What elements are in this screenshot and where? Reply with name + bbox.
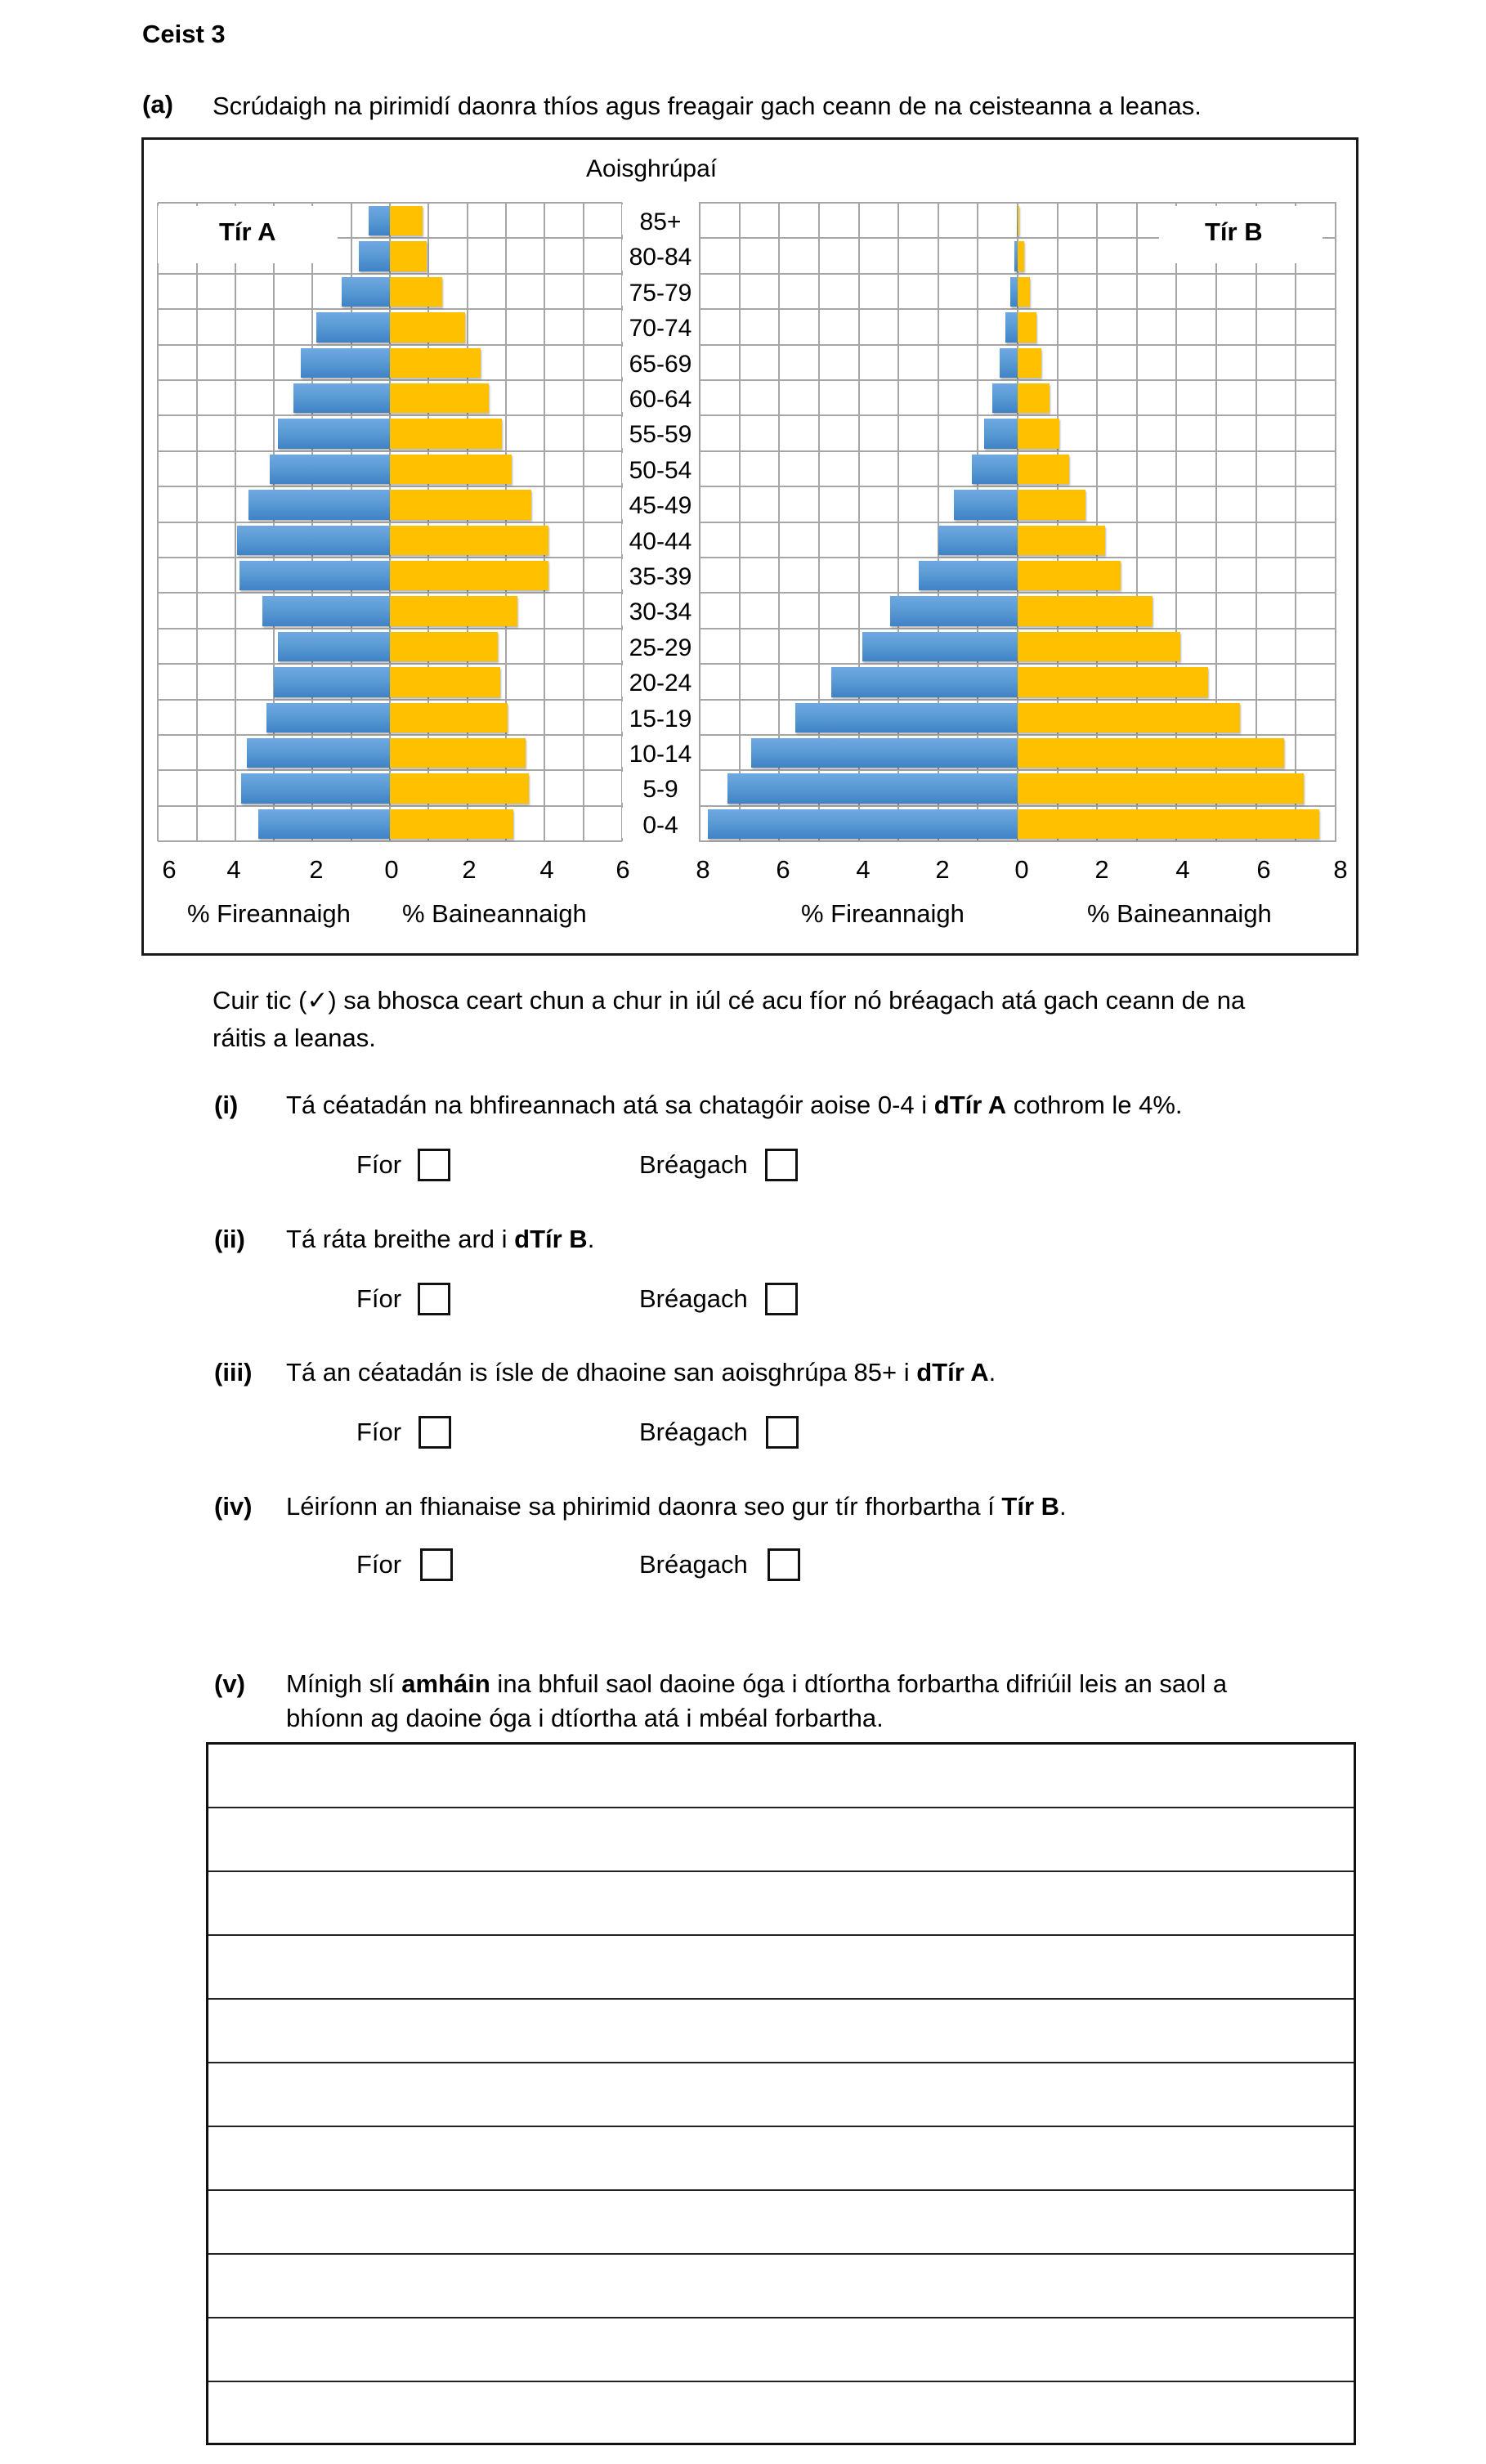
tir-b-x-tick-label: 6 bbox=[776, 855, 790, 884]
tir-a-female-bar-5-9 bbox=[390, 773, 529, 803]
tir-a-gridline-horizontal bbox=[158, 522, 622, 523]
tir-b-female-bar-30-34 bbox=[1018, 596, 1153, 625]
tir-b-gridline-horizontal bbox=[699, 486, 1336, 487]
statement-label: (ii) bbox=[214, 1225, 245, 1253]
false-checkbox[interactable] bbox=[768, 1548, 800, 1581]
true-option-label: Fíor bbox=[356, 1284, 402, 1313]
tir-b-male-bar-75-79 bbox=[1010, 277, 1018, 307]
tir-a-male-bar-40-44 bbox=[237, 526, 390, 555]
tir-b-gridline-horizontal bbox=[699, 805, 1336, 807]
age-group-label: 30-34 bbox=[622, 594, 699, 625]
tir-a-gridline-horizontal bbox=[158, 628, 622, 629]
tir-a-female-bar-50-54 bbox=[390, 455, 512, 484]
tir-a-male-bar-5-9 bbox=[241, 773, 390, 803]
tir-b-gridline-horizontal bbox=[699, 379, 1336, 381]
age-group-label: 60-64 bbox=[622, 382, 699, 412]
answer-line[interactable] bbox=[208, 2255, 1354, 2318]
tir-a-male-bar-0-4 bbox=[258, 809, 390, 839]
tir-b-female-bar-0-4 bbox=[1018, 809, 1319, 839]
tir-a-female-bar-70-74 bbox=[390, 312, 465, 342]
tir-a-male-bar-35-39 bbox=[239, 561, 390, 590]
answer-line[interactable] bbox=[208, 1745, 1354, 1808]
age-group-label: 85+ bbox=[622, 204, 699, 235]
tir-a-male-bar-60-64 bbox=[293, 383, 390, 413]
answer-line[interactable] bbox=[208, 2063, 1354, 2127]
answer-line[interactable] bbox=[208, 2127, 1354, 2191]
tir-b-x-tick-label: 6 bbox=[1256, 855, 1271, 884]
tir-b-gridline-horizontal bbox=[699, 840, 1336, 842]
tir-b-gridline-horizontal bbox=[699, 414, 1336, 416]
tir-b-gridline-horizontal bbox=[699, 592, 1336, 594]
answer-line[interactable] bbox=[208, 2382, 1354, 2446]
tir-a-female-bar-15-19 bbox=[390, 703, 508, 732]
part-a-label: (a) bbox=[142, 90, 173, 119]
tir-b-title: Tír B bbox=[1205, 217, 1263, 246]
tir-b-female-bar-5-9 bbox=[1018, 773, 1304, 803]
tir-b-female-bar-70-74 bbox=[1018, 312, 1036, 342]
age-group-label: 20-24 bbox=[622, 665, 699, 696]
tir-a-female-bar-30-34 bbox=[390, 596, 517, 625]
tir-a-male-bar-30-34 bbox=[262, 596, 390, 625]
tir-b-male-bar-20-24 bbox=[831, 667, 1018, 697]
true-option-label: Fíor bbox=[356, 1418, 402, 1446]
tir-a-male-bar-50-54 bbox=[270, 455, 390, 484]
tir-a-gridline-horizontal bbox=[158, 557, 622, 558]
part-v-label: (v) bbox=[214, 1669, 245, 1698]
tir-b-gridline-horizontal bbox=[699, 344, 1336, 346]
tir-a-gridline-horizontal bbox=[158, 379, 622, 381]
statement-text-part: Tá céatadán na bhfireannach atá sa chatagóir aoise 0-4 i bbox=[286, 1091, 934, 1119]
tir-b-male-bar-10-14 bbox=[751, 738, 1018, 768]
answer-writing-area[interactable] bbox=[206, 1742, 1356, 2445]
tir-b-female-bar-75-79 bbox=[1018, 277, 1030, 307]
tir-b-gridline-horizontal bbox=[699, 769, 1336, 771]
true-option-label: Fíor bbox=[356, 1150, 402, 1179]
tir-a-male-bar-75-79 bbox=[342, 277, 390, 307]
tir-a-gridline-horizontal bbox=[158, 450, 622, 452]
tir-a-x-tick-label: 2 bbox=[309, 855, 324, 884]
age-group-label: 50-54 bbox=[622, 453, 699, 483]
tir-a-gridline-horizontal bbox=[158, 699, 622, 701]
tir-a-gridline-horizontal bbox=[158, 344, 622, 346]
tir-b-male-bar-70-74 bbox=[1005, 312, 1018, 342]
tir-b-male-bar-35-39 bbox=[919, 561, 1018, 590]
tir-a-gridline-horizontal bbox=[158, 592, 622, 594]
tir-a-female-bar-85+ bbox=[390, 206, 423, 235]
tir-b-x-tick-label: 4 bbox=[1175, 855, 1190, 884]
statement-text-part: cothrom le 4%. bbox=[1006, 1091, 1183, 1119]
answer-line[interactable] bbox=[208, 1872, 1354, 1936]
tir-b-x-axis-title-female: % Baineannaigh bbox=[1087, 899, 1272, 928]
part-v-text: ina bhfuil saol daoine óga i dtíortha forbartha difriúil leis an saol a bbox=[490, 1669, 1228, 1698]
true-option-label: Fíor bbox=[356, 1550, 402, 1579]
age-group-label: 5-9 bbox=[622, 772, 699, 802]
statement-text bbox=[286, 1356, 996, 1389]
age-group-label: 70-74 bbox=[622, 311, 699, 341]
instructions-line-1: Cuir tic (✓) sa bhosca ceart chun a chur in iúl cé acu fíor nó bréagach atá gach ceann de na bbox=[213, 986, 1246, 1015]
tir-b-gridline-horizontal bbox=[699, 699, 1336, 701]
tir-a-gridline-horizontal bbox=[158, 840, 622, 842]
tir-b-female-bar-50-54 bbox=[1018, 455, 1069, 484]
tir-b-male-bar-5-9 bbox=[727, 773, 1018, 803]
tir-b-female-bar-10-14 bbox=[1018, 738, 1284, 768]
tir-a-female-bar-45-49 bbox=[390, 490, 531, 519]
tir-a-male-bar-85+ bbox=[369, 206, 390, 235]
answer-line[interactable] bbox=[208, 2191, 1354, 2255]
statement-label: (iv) bbox=[214, 1492, 253, 1521]
statement-emphasis: dTír B bbox=[514, 1225, 588, 1253]
statement-label: (i) bbox=[214, 1091, 239, 1119]
tir-b-x-tick-label: 8 bbox=[696, 855, 710, 884]
answer-line[interactable] bbox=[208, 2318, 1354, 2382]
tir-b-x-axis-title-male: % Fireannaigh bbox=[801, 899, 965, 928]
tir-a-gridline-horizontal bbox=[158, 769, 622, 771]
part-v-question-line-2: bhíonn ag daoine óga i dtíortha atá i mbéal forbartha. bbox=[286, 1704, 884, 1732]
tir-b-gridline-horizontal bbox=[699, 557, 1336, 558]
age-group-label: 45-49 bbox=[622, 488, 699, 518]
answer-line[interactable] bbox=[208, 2000, 1354, 2063]
statement-text bbox=[286, 1223, 594, 1256]
tir-b-female-bar-40-44 bbox=[1018, 526, 1105, 555]
tir-b-male-bar-15-19 bbox=[795, 703, 1018, 732]
tir-b-female-bar-45-49 bbox=[1018, 490, 1085, 519]
tir-b-male-bar-60-64 bbox=[992, 383, 1018, 413]
age-group-label: 10-14 bbox=[622, 737, 699, 767]
tir-a-gridline-horizontal bbox=[158, 486, 622, 487]
tir-a-female-bar-0-4 bbox=[390, 809, 513, 839]
tir-b-gridline-horizontal bbox=[699, 628, 1336, 629]
tir-b-gridline-horizontal bbox=[699, 450, 1336, 452]
tir-a-female-bar-35-39 bbox=[390, 561, 548, 590]
statement-text-part: . bbox=[587, 1225, 595, 1253]
tir-b-male-bar-40-44 bbox=[938, 526, 1018, 555]
tir-a-x-tick-label: 6 bbox=[162, 855, 177, 884]
tir-a-female-bar-10-14 bbox=[390, 738, 526, 768]
tir-a-male-bar-45-49 bbox=[248, 490, 390, 519]
statement-text-part: Tá an céatadán is ísle de dhaoine san aoisghrúpa 85+ i bbox=[286, 1358, 917, 1387]
tir-b-gridline-horizontal bbox=[699, 308, 1336, 310]
tir-a-female-bar-60-64 bbox=[390, 383, 489, 413]
statement-emphasis: dTír A bbox=[933, 1091, 1007, 1119]
tir-a-female-bar-20-24 bbox=[390, 667, 500, 697]
tir-b-gridline-horizontal bbox=[699, 273, 1336, 275]
tir-b-x-tick-label: 2 bbox=[1094, 855, 1109, 884]
tir-a-female-bar-75-79 bbox=[390, 277, 442, 307]
tir-a-male-bar-10-14 bbox=[247, 738, 390, 768]
age-group-label: 40-44 bbox=[622, 524, 699, 554]
tir-a-female-bar-65-69 bbox=[390, 348, 481, 378]
tir-a-gridline-horizontal bbox=[158, 414, 622, 416]
tir-a-gridline-horizontal bbox=[158, 734, 622, 736]
statement-text-part: Tá ráta breithe ard i bbox=[286, 1225, 515, 1253]
tir-a-x-tick-label: 6 bbox=[615, 855, 630, 884]
statement-text-part: Léiríonn an fhianaise sa phirimid daonra seo gur tír fhorbartha í bbox=[286, 1492, 1002, 1521]
answer-line[interactable] bbox=[208, 1808, 1354, 1872]
tir-a-male-bar-20-24 bbox=[274, 667, 390, 697]
tir-b-male-bar-0-4 bbox=[708, 809, 1018, 839]
tir-b-gridline-horizontal bbox=[699, 202, 1336, 204]
tir-b-female-bar-60-64 bbox=[1018, 383, 1050, 413]
question-heading: Ceist 3 bbox=[142, 20, 226, 48]
tir-b-female-bar-35-39 bbox=[1018, 561, 1121, 590]
tir-a-x-axis-title-male: % Fireannaigh bbox=[187, 899, 351, 928]
age-group-label: 65-69 bbox=[622, 347, 699, 377]
statement-label: (iii) bbox=[214, 1358, 253, 1387]
tir-a-x-tick-label: 4 bbox=[226, 855, 241, 884]
tir-a-male-bar-80-84 bbox=[359, 241, 390, 271]
false-option-label: Bréagach bbox=[639, 1284, 748, 1313]
tir-a-male-bar-15-19 bbox=[266, 703, 390, 732]
statement-emphasis: Tír B bbox=[1001, 1492, 1060, 1521]
tir-b-x-tick-label: 0 bbox=[1014, 855, 1029, 884]
tir-a-female-bar-40-44 bbox=[390, 526, 548, 555]
tir-b-female-bar-55-59 bbox=[1018, 419, 1059, 448]
tir-a-male-bar-25-29 bbox=[278, 632, 390, 661]
tir-b-female-bar-85+ bbox=[1018, 206, 1019, 235]
part-a-text: Scrúdaigh na pirimidí daonra thíos agus freagair gach ceann de na ceisteanna a leanas. bbox=[213, 92, 1202, 120]
age-group-label: 80-84 bbox=[622, 240, 699, 270]
tir-a-female-bar-80-84 bbox=[390, 241, 427, 271]
age-group-label: 25-29 bbox=[622, 630, 699, 661]
tir-b-female-bar-65-69 bbox=[1018, 348, 1041, 378]
tir-b-gridline-horizontal bbox=[699, 734, 1336, 736]
tir-a-x-tick-label: 0 bbox=[384, 855, 399, 884]
tir-a-title: Tír A bbox=[219, 217, 276, 246]
statement-text bbox=[286, 1089, 1183, 1122]
tir-b-female-bar-15-19 bbox=[1018, 703, 1240, 732]
tir-b-female-bar-25-29 bbox=[1018, 632, 1180, 661]
false-option-label: Bréagach bbox=[639, 1550, 748, 1579]
tir-a-x-tick-label: 2 bbox=[462, 855, 477, 884]
age-group-label: 15-19 bbox=[622, 701, 699, 732]
answer-line[interactable] bbox=[208, 1936, 1354, 2000]
tir-a-gridline-horizontal bbox=[158, 805, 622, 807]
tir-a-x-tick-label: 4 bbox=[539, 855, 554, 884]
false-option-label: Bréagach bbox=[639, 1150, 748, 1179]
tir-b-x-tick-label: 2 bbox=[935, 855, 950, 884]
tir-b-x-tick-label: 8 bbox=[1333, 855, 1348, 884]
false-checkbox[interactable] bbox=[766, 1416, 799, 1449]
tir-b-x-tick-label: 4 bbox=[856, 855, 871, 884]
tir-b-gridline-horizontal bbox=[699, 522, 1336, 523]
tir-a-male-bar-65-69 bbox=[301, 348, 390, 378]
tir-b-female-bar-20-24 bbox=[1018, 667, 1208, 697]
tir-a-female-bar-25-29 bbox=[390, 632, 498, 661]
true-checkbox[interactable] bbox=[418, 1416, 451, 1449]
part-v-text: Mínigh slí bbox=[286, 1669, 402, 1698]
tir-b-male-bar-50-54 bbox=[972, 455, 1018, 484]
false-checkbox[interactable] bbox=[765, 1283, 798, 1315]
tir-a-gridline-horizontal bbox=[158, 308, 622, 310]
statement-emphasis: dTír A bbox=[916, 1358, 989, 1387]
part-v-question-line-1 bbox=[286, 1668, 1227, 1700]
tir-b-female-bar-80-84 bbox=[1018, 241, 1024, 271]
true-checkbox[interactable] bbox=[418, 1149, 450, 1181]
tir-b-male-bar-55-59 bbox=[984, 419, 1018, 448]
tir-a-gridline-horizontal bbox=[158, 202, 622, 204]
age-groups-title: Aoisghrúpaí bbox=[586, 155, 718, 182]
false-option-label: Bréagach bbox=[639, 1418, 748, 1446]
instructions-line-2: ráitis a leanas. bbox=[213, 1024, 376, 1052]
tir-b-male-bar-25-29 bbox=[862, 632, 1018, 661]
tir-a-female-bar-55-59 bbox=[390, 419, 502, 448]
tir-a-gridline-horizontal bbox=[158, 273, 622, 275]
tir-a-x-axis-title-female: % Baineannaigh bbox=[402, 899, 587, 928]
true-checkbox[interactable] bbox=[420, 1548, 453, 1581]
age-group-label: 55-59 bbox=[622, 417, 699, 447]
statement-text-part: . bbox=[988, 1358, 996, 1387]
false-checkbox[interactable] bbox=[765, 1149, 798, 1181]
age-group-label: 0-4 bbox=[622, 808, 699, 838]
true-checkbox[interactable] bbox=[418, 1283, 450, 1315]
tir-b-male-bar-65-69 bbox=[1000, 348, 1018, 378]
tir-a-male-bar-55-59 bbox=[278, 419, 390, 448]
statement-text-part: . bbox=[1059, 1492, 1067, 1521]
age-group-label: 75-79 bbox=[622, 276, 699, 306]
tir-b-male-bar-30-34 bbox=[890, 596, 1018, 625]
statement-text bbox=[286, 1490, 1067, 1523]
tir-b-gridline-horizontal bbox=[699, 663, 1336, 665]
tir-a-male-bar-70-74 bbox=[316, 312, 390, 342]
tir-b-male-bar-45-49 bbox=[954, 490, 1018, 519]
age-group-label: 35-39 bbox=[622, 559, 699, 589]
tir-a-gridline-horizontal bbox=[158, 663, 622, 665]
part-v-emphasis: amháin bbox=[401, 1669, 490, 1698]
